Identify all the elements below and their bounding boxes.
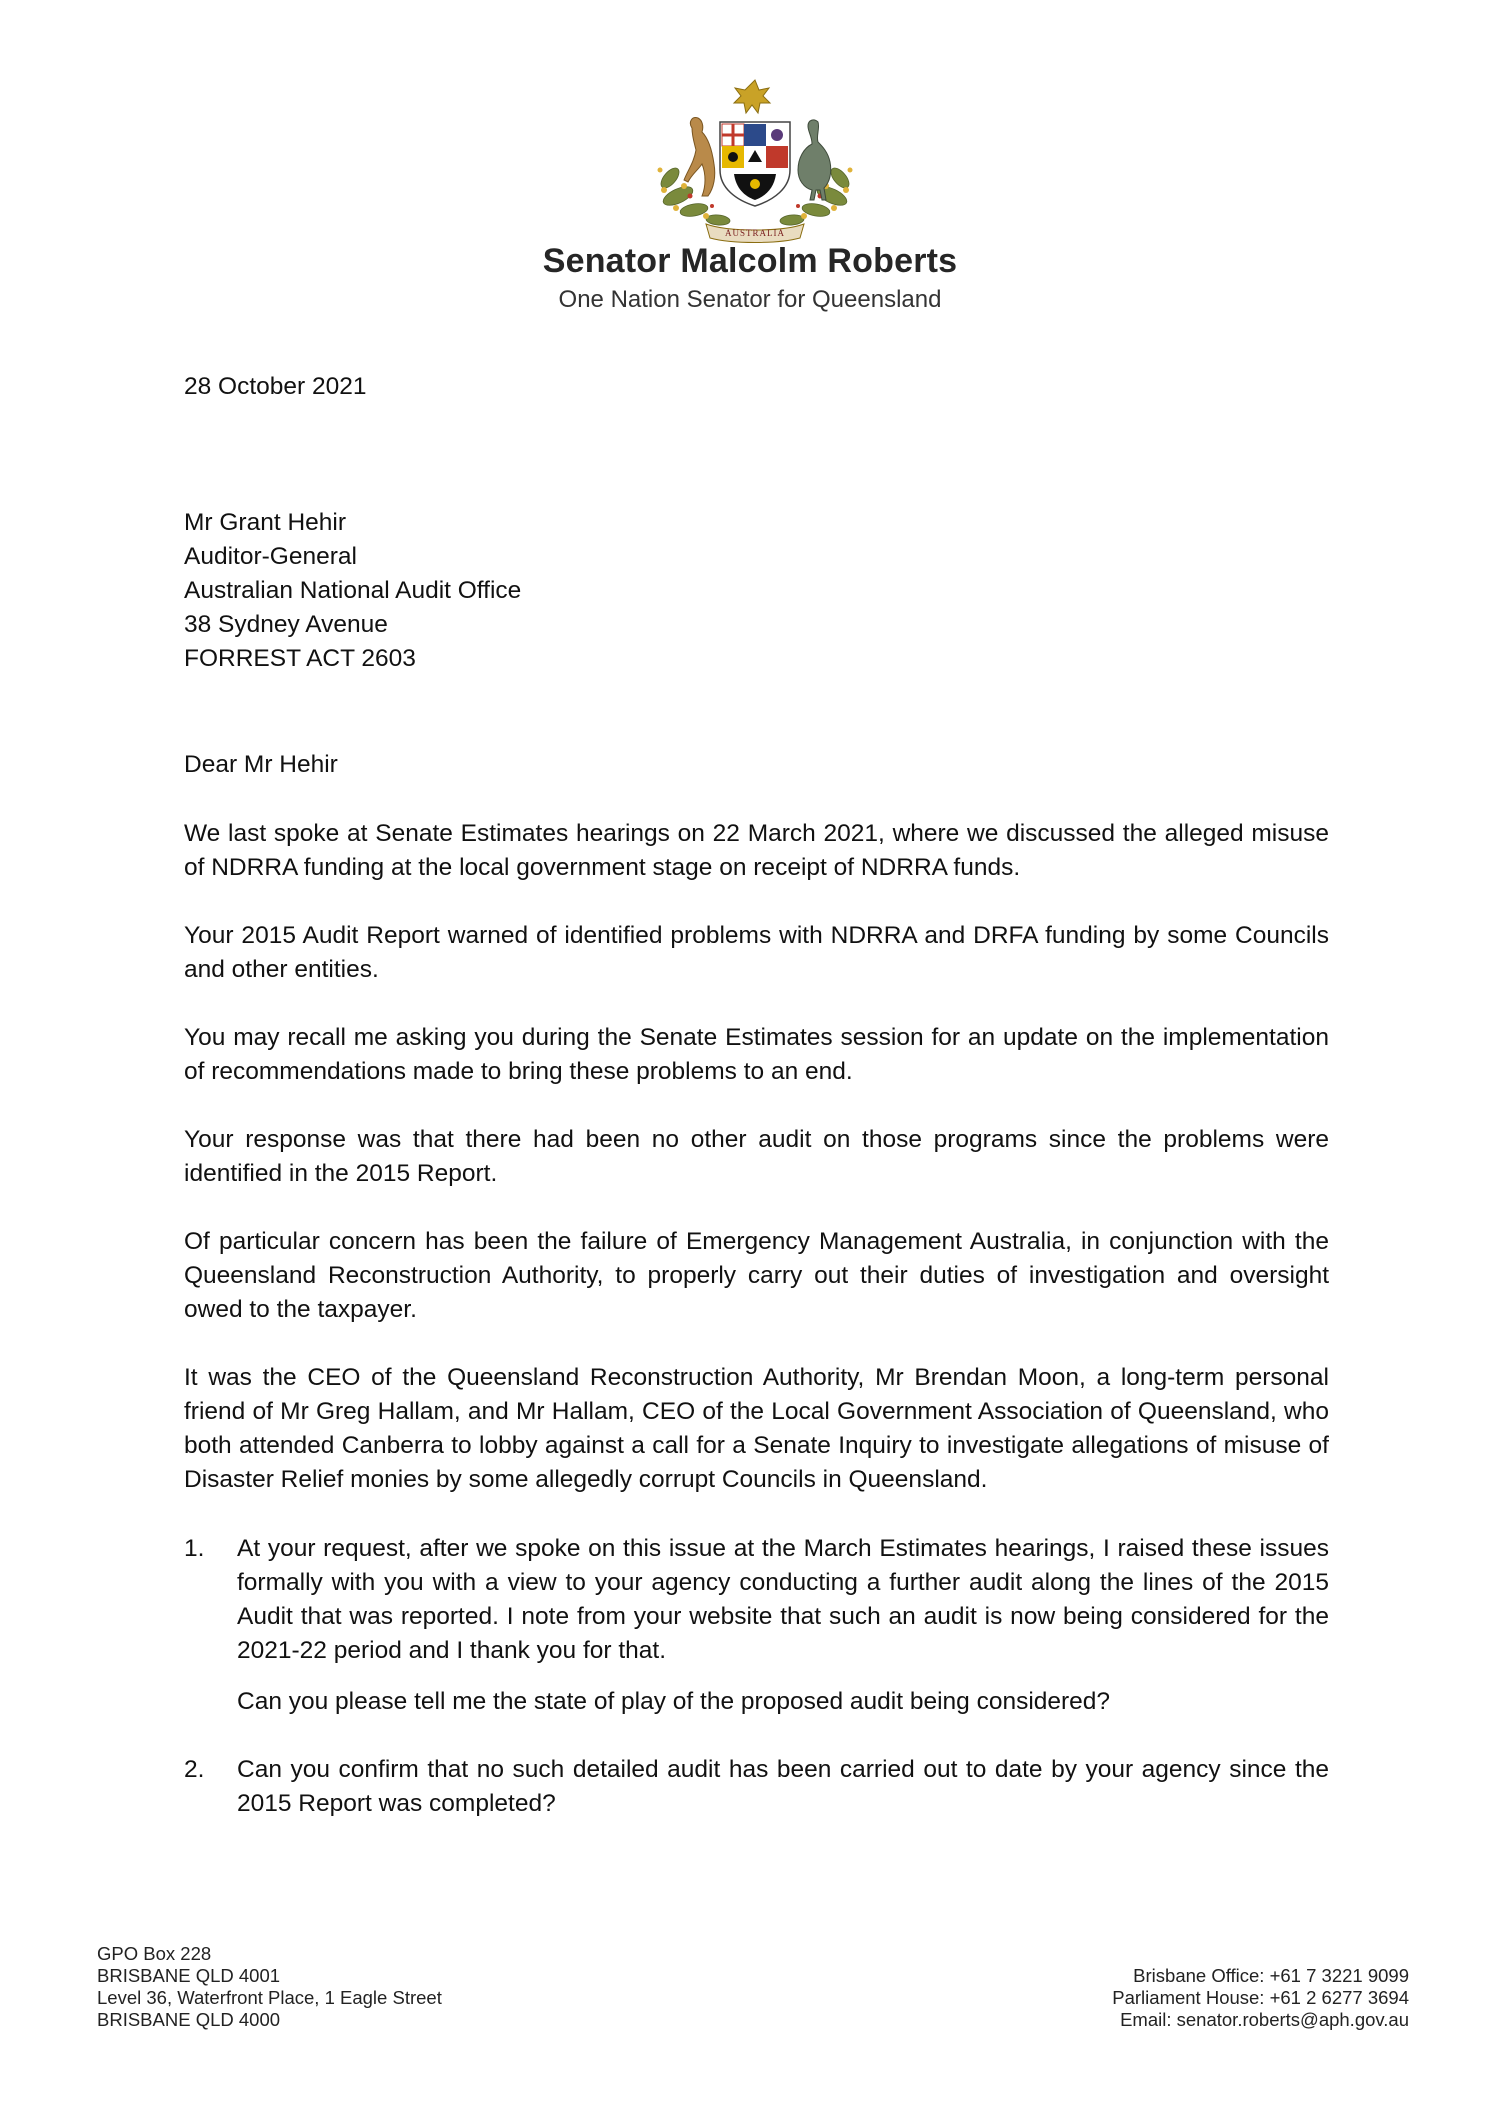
paragraph: Your 2015 Audit Report warned of identified problems with NDRRA and DRFA funding by some Councils and other entities. (184, 922, 1329, 983)
recipient-name: Mr Grant Hehir (184, 509, 347, 536)
letter-date: 28 October 2021 (184, 373, 367, 400)
recipient-street: 38 Sydney Avenue (184, 611, 388, 638)
paragraph: You may recall me asking you during the Senate Estimates session for an update on the implementation of recommendations made to bring these problems to an end. (184, 1024, 1329, 1085)
kangaroo (684, 118, 715, 196)
item-number: 2. (184, 1756, 205, 1783)
paragraph: Of particular concern has been the failure of Emergency Management Australia, in conjunction with the Queensland Reconstruction Authority, to properly carry out their duties of investigation and oversight owed to the taxpayer. (184, 1228, 1329, 1323)
paragraph: Your response was that there had been no other audit on those programs since the problems were identified in the 2015 Report. (184, 1126, 1329, 1187)
footer-contact-details (1112, 1965, 1409, 2031)
item-text: Can you confirm that no such detailed audit has been carried out to date by your agency since the 2015 Report was completed? (237, 1756, 1329, 1817)
recipient-address (184, 506, 1329, 676)
sender-title: One Nation Senator for Queensland (558, 286, 942, 313)
footer-line: BRISBANE QLD 4001 (97, 1965, 281, 1986)
item-followup-question: Can you please tell me the state of play of the proposed audit being considered? (237, 1688, 1111, 1715)
recipient-organisation: Australian National Audit Office (184, 577, 522, 604)
recipient-position: Auditor-General (184, 543, 357, 570)
paragraph: We last spoke at Senate Estimates hearings on 22 March 2021, where we discussed the alleged misuse of NDRRA funding at the local government stage on receipt of NDRRA funds. (184, 820, 1329, 881)
item-text: At your request, after we spoke on this issue at the March Estimates hearings, I raised these issues formally with you with a view to your agency conducting a further audit along the lines of the 2015 Audit that was reported. I note from your website that such an audit is now being considered for the 2021-22 period and I thank you for that. (237, 1535, 1329, 1664)
footer-postal-address (97, 1943, 442, 2031)
recipient-suburb: FORREST ACT 2603 (184, 645, 416, 672)
coat-of-arms-crest (648, 78, 862, 248)
footer-line: BRISBANE QLD 4000 (97, 2009, 281, 2030)
footer-line: GPO Box 228 (97, 1943, 212, 1964)
sender-name: Senator Malcolm Roberts (542, 242, 958, 280)
commonwealth-star (734, 80, 770, 113)
salutation: Dear Mr Hehir (184, 751, 338, 778)
coat-of-arms-icon (648, 78, 862, 248)
footer-parliament-phone: Parliament House: +61 2 6277 3694 (1112, 1987, 1409, 2008)
footer-line: Level 36, Waterfront Place, 1 Eagle Street (97, 1987, 442, 2008)
footer-brisbane-phone: Brisbane Office: +61 7 3221 9099 (1133, 1965, 1409, 1986)
crest-scroll-text: AUSTRALIA (725, 228, 785, 238)
item-number: 1. (184, 1535, 205, 1562)
footer-email: Email: senator.roberts@aph.gov.au (1120, 2009, 1409, 2030)
paragraph: It was the CEO of the Queensland Reconstruction Authority, Mr Brendan Moon, a long-term personal friend of Mr Greg Hallam, and Mr Hallam, CEO of the Local Government Association of Queensland, who both attended Canberra to lobby against a call for a Senate Inquiry to investigate allegations of misuse of Disaster Relief monies by some allegedly corrupt Councils in Queensland. (184, 1364, 1329, 1493)
